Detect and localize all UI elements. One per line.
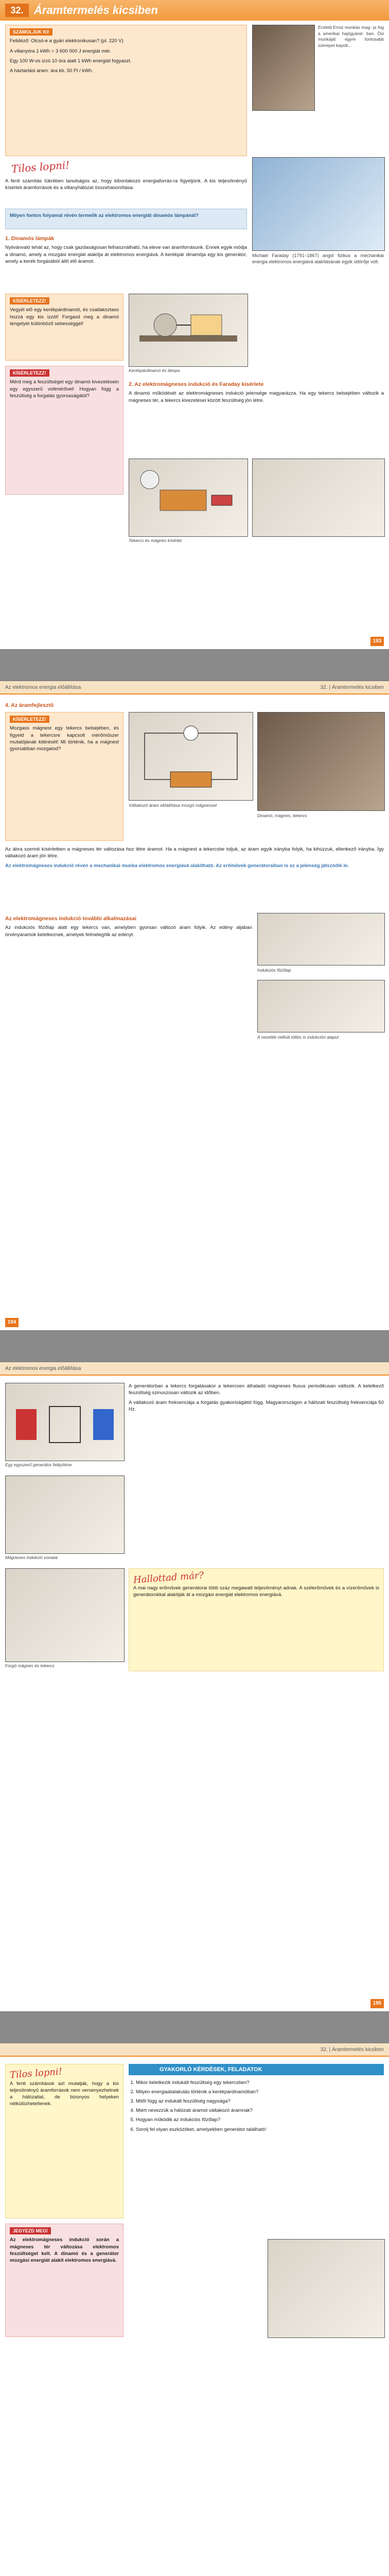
field-lines-diagram: [5, 1476, 125, 1554]
think-text: A fenti számítások azt mutatják, hogy a kis teljesítményű áramforrások nem versenyezhetnek a hálózattal, de bizonyos helyeken nélkülözhetetlenek.: [10, 2080, 119, 2107]
box-heading: Hallottad már?: [133, 1570, 204, 1586]
chapter-header: [0, 0, 389, 21]
question-item: 3. Mitől függ az indukált feszültség nagysága?: [136, 2098, 384, 2105]
body-text: Az elektromágneses indukció révén a mechanikai munka elektromos energiává alakítható. Az erőművek generátoraiban is ez a jelenség játszódik le.: [5, 863, 349, 869]
body-text: Nyilvánvaló tehát az, hogy csak gazdaságosan felhasználható, ha eleve van áramforrásunk. Ennek egyik módja a dinamó, amely a mozgási energiát alakítja át elektromos energiává. A kerékpár dinamója egy kis generátor, amely a kerék forgásából állít elő áramot.: [5, 245, 247, 264]
body-text: Az ábra szerinti kísérletben a mágneses tér változása hoz létre áramot. Ha a mágnest a tekercsbe toljuk, az áram egyik irányba folyik, ha kihúzzuk, ellenkező irányba. Így váltakozó áram jön létre.: [5, 846, 384, 859]
margin-quote: Michael Faraday (1791–1867) angol fizikus a mechanikai energia elektromos energiává alakításának egyik úttörője volt.: [252, 253, 384, 265]
page-header: [0, 1362, 389, 1376]
body-block: [129, 1383, 384, 1553]
coil-illustration: [129, 459, 247, 536]
page-196: [0, 2043, 389, 2576]
experiment-text: Mérd meg a feszültséget egy dinamó kivezetésein egy egyszerű voltmérővel! Hogyan függ a feszültség a forgatás gyorsaságától?: [10, 379, 119, 399]
question-item: 1. Mikor keletkezik indukált feszültség egy tekercsben?: [136, 2079, 384, 2086]
remember-box: [5, 2224, 123, 2337]
body-text: Az indukciós főzőlap alatt egy tekercs van, amelyben gyorsan változó áram folyik. Az edény aljában örvényáramok keletkeznek, amelyek felmelegítik az edényt.: [5, 925, 252, 938]
caption: Váltakozó áram előállítása mozgó mágnessel: [129, 803, 217, 808]
question-item: 2. Milyen energiaátalakulás történik a kerékpárdinamóban?: [136, 2089, 384, 2095]
recall-line: A háztartási áram: ára kb. 50 Ft / kWh.: [10, 67, 94, 74]
remember-heading: JEGYEZD MEG!: [10, 2227, 51, 2234]
experiment-box: [5, 294, 123, 361]
experiment-box: [5, 712, 123, 841]
exercise-strip: GYAKORLÓ KÉRDÉSEK, FELADATOK: [129, 2064, 384, 2075]
did-you-know-box: [129, 1568, 384, 1671]
faraday-photo: [252, 157, 385, 251]
body-block: [5, 846, 384, 908]
question-item: 4. Miért nevezzük a hálózati áramot váltakozó áramnak?: [136, 2107, 384, 2114]
think-box: [5, 2064, 123, 2218]
coil-photo: [129, 459, 248, 537]
header-left: Az elektromos energia előállítása: [5, 1366, 81, 1371]
experiment-text: Vegyél elő egy kerékpárdinamót, és csatlakoztass hozzá egy kis izzót! Forgasd meg a dinamó tengelyét különböző sebességgel!: [10, 307, 119, 327]
header-left: Az elektromos energia előállítása: [5, 685, 81, 690]
page-number: 195: [370, 1999, 384, 2008]
recall-box: [5, 25, 247, 156]
dynamo-illustration: [129, 294, 247, 366]
section-4: [5, 700, 252, 710]
page-number: 193: [370, 637, 384, 646]
caption: Dinamó, mágnes, tekercs: [257, 813, 307, 818]
page-number: 194: [5, 1318, 19, 1327]
recall-heading: SZÁMOLJUK KI!: [10, 28, 52, 36]
dynamo-photo: [129, 294, 248, 367]
question-list: [129, 2079, 384, 2234]
header-right: 32. | Áramtermelés kicsiben: [320, 685, 384, 690]
remember-text: Az elektromágneses indukció során a mágneses tér változása elektromos feszültséget kelt. A dinamó és a generátor mozgási energiát alakít elektromos energiává.: [10, 2237, 119, 2263]
box-text: A mai nagy erőművek generátorai több száz megawatt teljesítményt adnak. A szélerőművek és a vízerőművek is generátorokkal alakítják át a mozgási energiát elektromos energiává.: [133, 1585, 379, 1598]
page-header: [0, 2043, 389, 2057]
page-header: [0, 681, 389, 694]
section-heading: 4. Az áramfejlesztő: [5, 702, 54, 708]
induction-hob-photo: [257, 913, 385, 965]
caption: Forgó mágnes és tekercs: [5, 1663, 55, 1668]
chapter-number: 32.: [5, 4, 29, 17]
question-item: 5. Hogyan működik az indukciós főzőlap?: [136, 2116, 384, 2123]
recall-line: A villanyóra 1 kWh = 3 600 000 J energiát mér.: [10, 48, 111, 54]
experiment-box-2: [5, 366, 123, 495]
body-text: A dinamó működését az elektromágneses indukció jelensége magyarázza. Ha egy tekercs belsejében változik a mágneses tér, a tekercs kivezetései között feszültség jön létre.: [129, 391, 384, 403]
circuit-illustration: [129, 713, 253, 800]
generator-illustration: [6, 1383, 124, 1461]
generator-diagram: [5, 1383, 125, 1461]
recall-line: Felidéző: Olcsó-e a gyári elektronikusan? (pl. 220 V): [10, 38, 123, 44]
experiment-text: Mozgass mágnest egy tekercs belsejében, és figyeld a tekercsre kapcsolt mérőműszer mutatójának kitérését! Mi történik, ha a mágnest gyorsabban mozgatod?: [10, 725, 119, 752]
key-question: Milyen fontos folyamat révén termelik az elektromos energiát dinamós lámpánál?: [5, 209, 247, 229]
caption: Indukciós főzőlap: [257, 968, 291, 973]
lead-text: A fenti számítás tükrében tanulságos az, hogy kibontakozó energiaforrás-ra figyeljünk. A kis teljesítményű kísérleti áramforrások és a villanyhálózat összehasonlítása.: [5, 178, 247, 191]
caption: Kerékpárdinamó és lámpa: [129, 368, 180, 373]
experiment-heading: KÍSÉRLETEZZ!: [10, 716, 49, 723]
exercise-photo: [268, 2239, 385, 2338]
portrait-text: Ersfeld Ernst munkás mag- ja fog a amerikai hajógyárat- ban. Ősi munkáját egyre fontosabb szerepet kapott...: [318, 25, 384, 48]
caption: Egy egyszerű generátor felépítése: [5, 1462, 72, 1467]
section-heading: 2. Az elektromágneses indukció és Faraday kísérlete: [129, 381, 264, 387]
body-text: A generátorban a tekercs forgatásakor a tekercsen áthaladó mágneses fluxus periodikusan változik. A keletkező feszültség szinuszosan változik az időben.: [129, 1383, 384, 1396]
page-193: [0, 0, 389, 649]
tilted-title: Tilos lopni!: [11, 159, 70, 175]
rotating-magnet-photo: [5, 1568, 125, 1662]
meter-photo: [252, 459, 385, 537]
dynamo-photo-2: [257, 712, 385, 811]
chapter-title: Áramtermelés kicsiben: [34, 4, 158, 16]
subsection-block: [5, 913, 252, 995]
section-heading: 1. Dinamós lámpák: [5, 235, 55, 242]
recall-line: Egy 100 W-os izzó 10 óra alatt 1 kWh energiát fogyaszt.: [10, 58, 132, 64]
caption: Tekercs és mágnes kísérlet: [129, 538, 182, 543]
header-right: 32. | Áramtermelés kicsiben: [320, 2047, 384, 2053]
page-194: [0, 681, 389, 1330]
magnet-coil-diagram: [129, 712, 253, 801]
experiment-heading: KÍSÉRLETEZZ!: [10, 297, 49, 304]
portrait-photo: [252, 25, 315, 111]
experiment-heading: KÍSÉRLETEZZ!: [10, 369, 49, 377]
body-text: A váltakozó áram frekvenciája a forgatás gyakoriságától függ. Magyarországon a hálózati feszültség frekvenciája 50 Hz.: [129, 1400, 384, 1413]
section-2: [129, 379, 384, 451]
think-heading: Tilos lopni!: [9, 2066, 63, 2081]
wireless-charger-photo: [257, 980, 385, 1032]
page-195: [0, 1362, 389, 2011]
section-1: [5, 233, 247, 290]
caption: A vezeték nélküli töltés is indukción alapul: [257, 1035, 339, 1040]
question-item: 6. Sorolj fel olyan eszközöket, amelyekben generátor található!: [136, 2126, 384, 2133]
subsection-heading: Az elektromágneses indukció további alkalmazásai: [5, 916, 137, 922]
caption: Mágneses indukció vonalai: [5, 1555, 58, 1560]
